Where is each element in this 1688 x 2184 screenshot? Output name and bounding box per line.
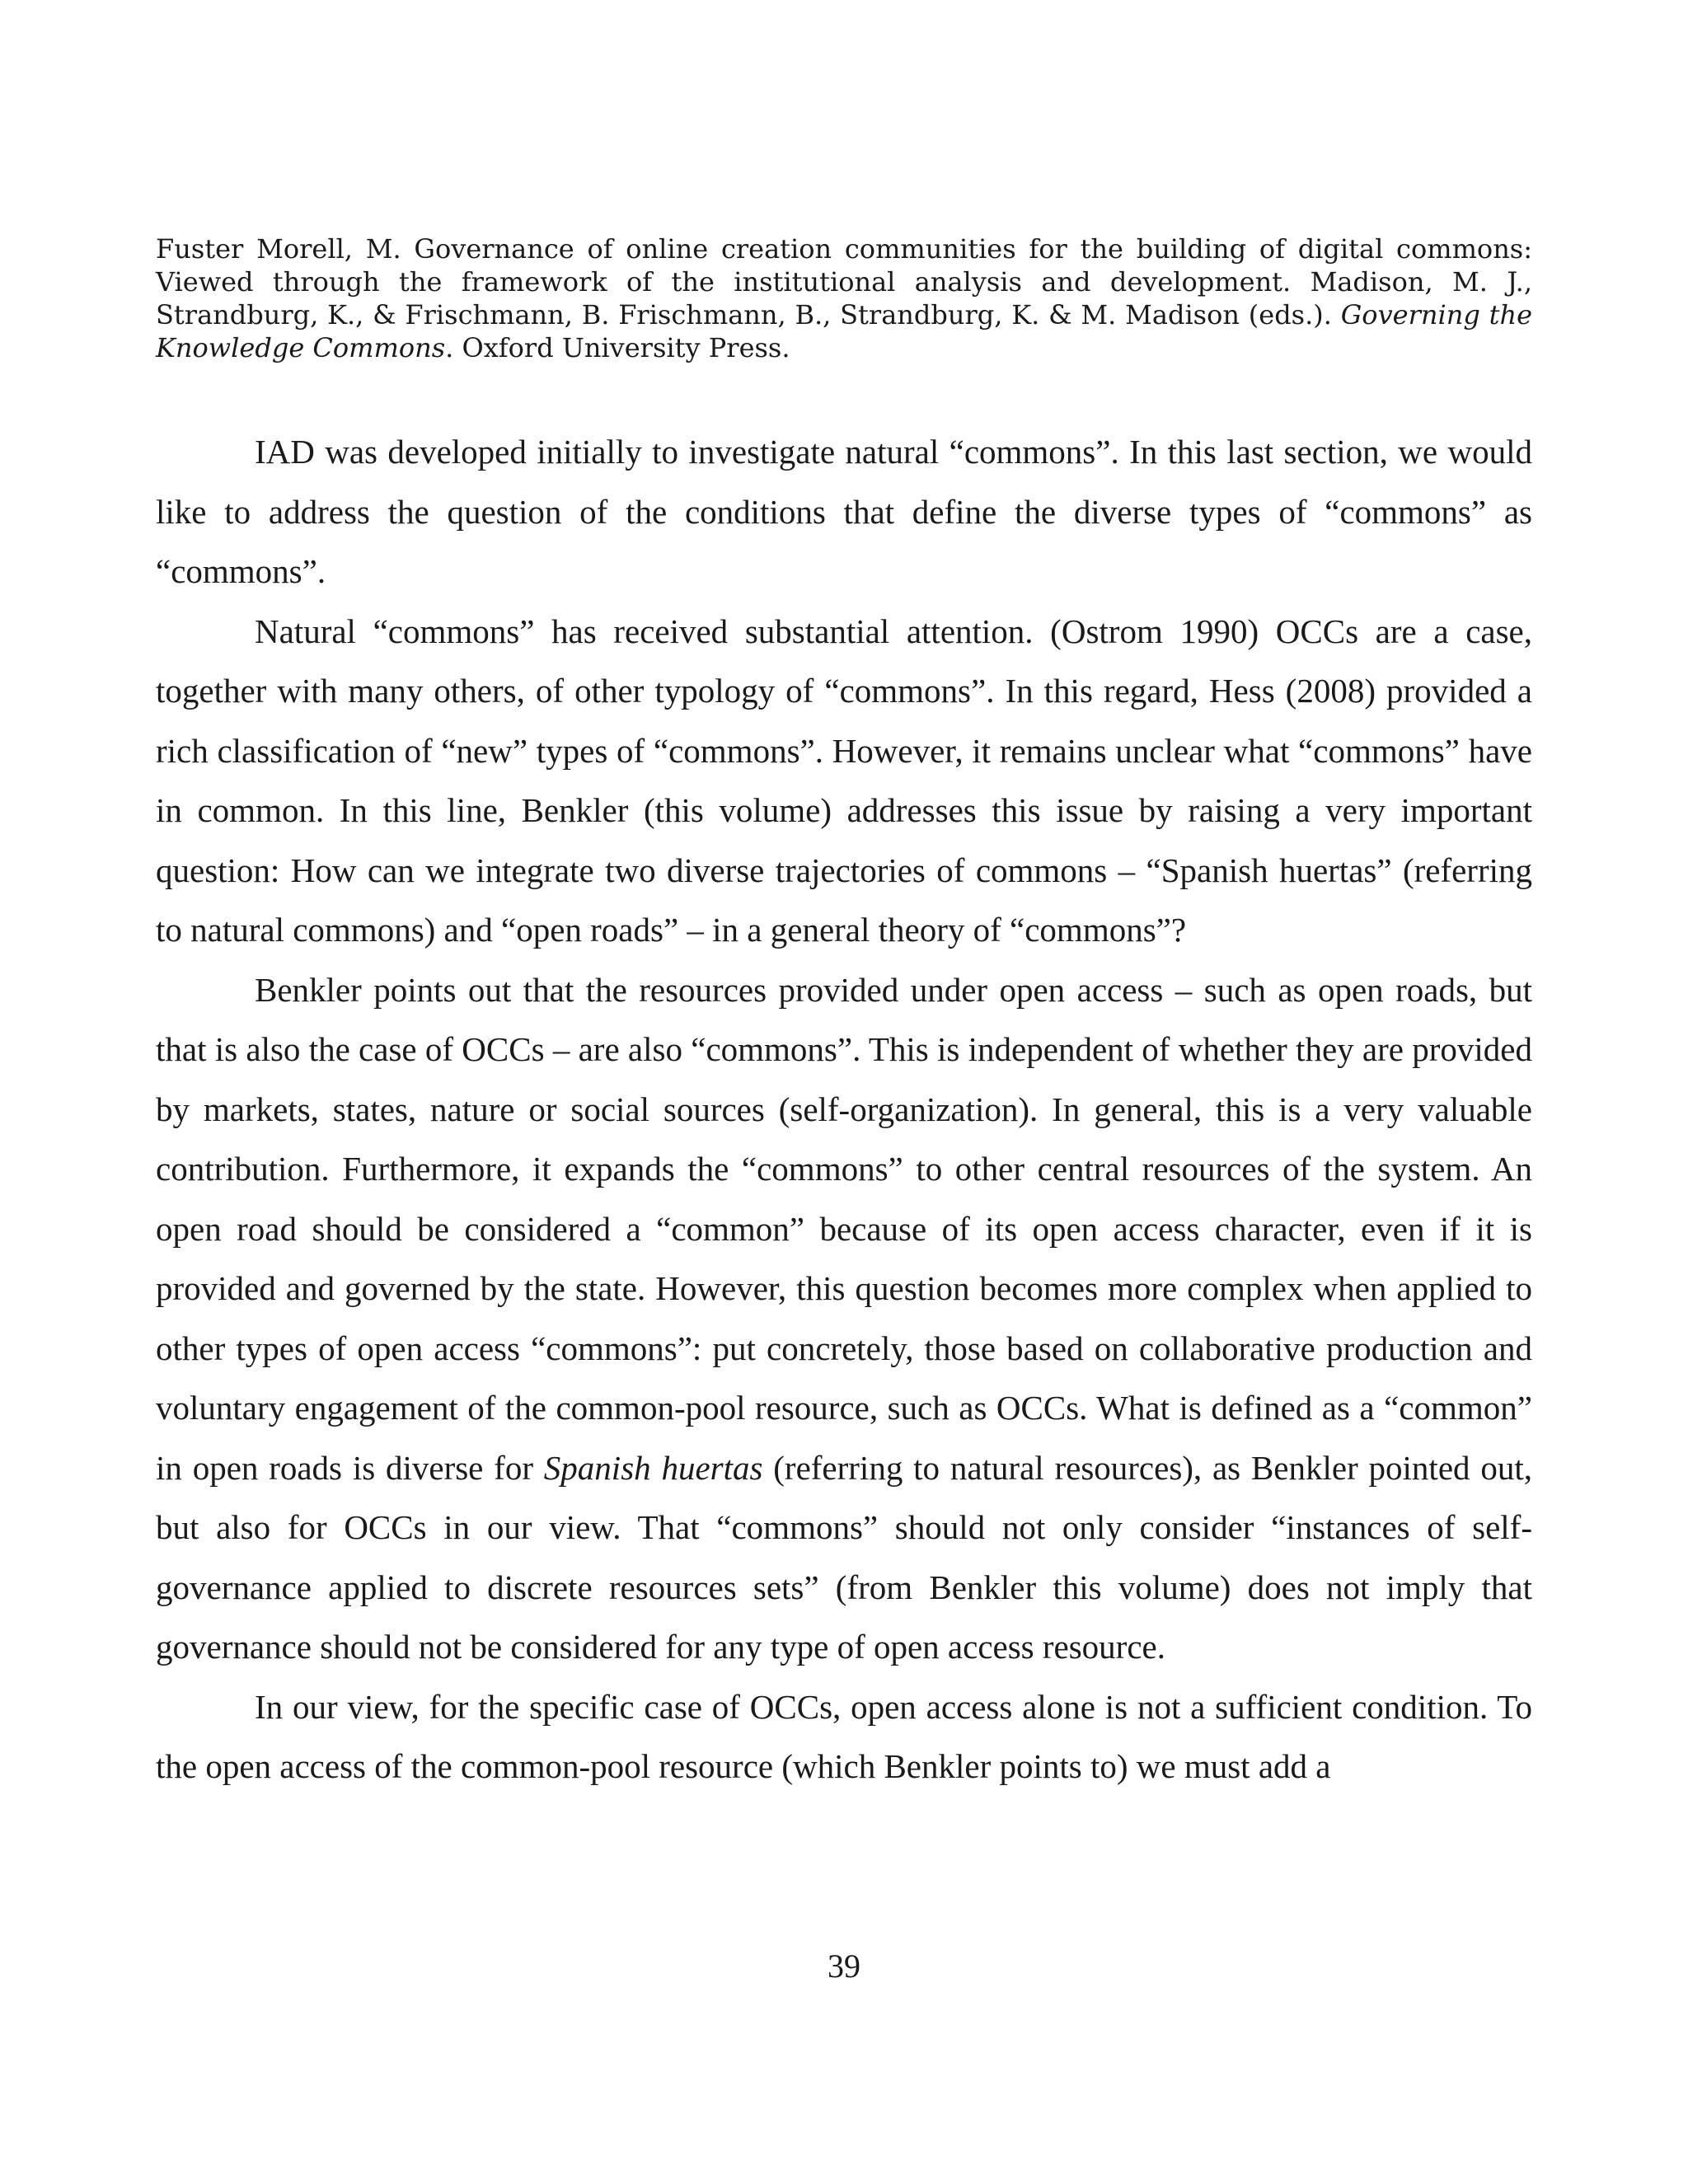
paragraph-4: In our view, for the specific case of OCCs, open access alone is not a sufficient condition. To the open access of the common-pool resource (which Benkler points to) we must add a — [156, 1687, 1532, 1785]
body-text — [156, 422, 1532, 1797]
page-number: 39 — [828, 1947, 860, 1985]
paragraph-3-italic: Spanish huertas — [543, 1448, 763, 1487]
citation-publisher: . Oxford University Press. — [445, 332, 790, 363]
paragraph-3-text: Benkler points out that the resources provided under open access – such as open roads, but that is also the case of OCCs – are also “commons”. This is independent of whether they are provided by markets, states, nature or social sources (self-organization). In general, this is a very valuable contribution. Furthermore, it expands the “commons” to other central resources of the system. An open road should be considered a “common” because of its open access character, even if it is provided and governed by the state. However, this question becomes more complex when applied to other types of open access “commons”: put concretely, those based on collaborative production and voluntary engagement of the common-pool resource, such as OCCs. What is defined as a “common” in open roads is diverse for — [156, 970, 1532, 1487]
citation-text: Fuster Morell, M. Governance of online creation communities for the building of digital commons: Viewed through the framework of the institutional analysis and development. Madison, M. J., Strandburg, K., & Frischmann, B. Frischmann, B., Strandburg, K. & M. Madison (eds.). — [156, 233, 1532, 330]
paragraph-2: Natural “commons” has received substantial attention. (Ostrom 1990) OCCs are a case, together with many others, of other typology of “commons”. In this regard, Hess (2008) provided a rich classification of “new” types of “commons”. However, it remains unclear what “commons” have in common. In this line, Benkler (this volume) addresses this issue by raising a very important question: How can we integrate two diverse trajectories of commons – “Spanish huertas” (referring to natural commons) and “open roads” – in a general theory of “commons”? — [156, 612, 1532, 949]
paragraph-3-text-end: (referring to natural resources), as Benkler pointed out, but also for OCCs in our view. That “commons” should not only consider “instances of self-governance applied to discrete resources sets” (from Benkler this volume) does not imply that governance should not be considered for any type of open access resource. — [156, 1448, 1532, 1666]
paragraph-3 — [156, 960, 1532, 1677]
citation-header — [156, 232, 1532, 364]
citation-book-title: Governing the Knowledge Commons — [156, 299, 1533, 363]
paragraph-1: IAD was developed initially to investigate natural “commons”. In this last section, we would like to address the question of the conditions that define the diverse types of “commons” as “commons”. — [156, 433, 1532, 590]
